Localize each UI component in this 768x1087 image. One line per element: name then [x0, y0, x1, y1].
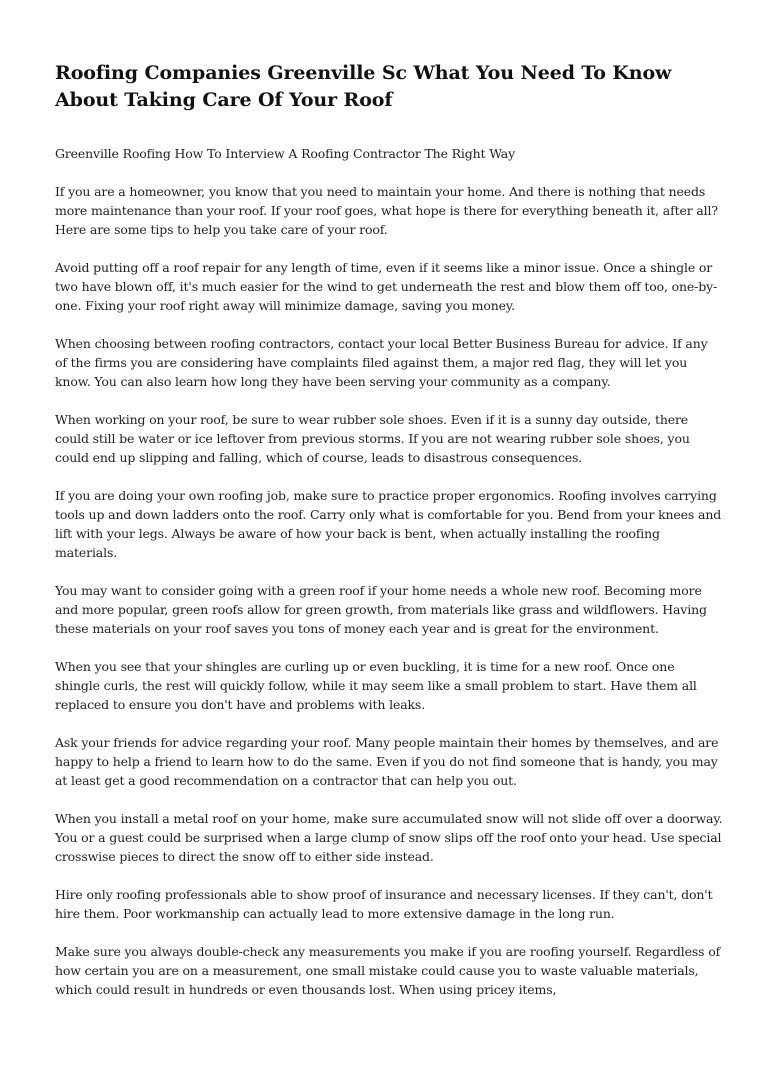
body-paragraph: Ask your friends for advice regarding your roof. Many people maintain their homes by themselves, and are happy to help a friend to learn how to do the same. Even if you do not find someone that is handy, you may at least get a good recommendation on a contractor that can help you out. — [55, 735, 719, 788]
body-paragraph: If you are doing your own roofing job, make sure to practice proper ergonomics. Roofing involves carrying tools up and down ladders onto the roof. Carry only what is comfortable for you. Bend from your knees and lift with your legs. Always be aware of how your back is bent, when actually installing the roofing materials. — [55, 488, 722, 560]
subtitle-paragraph: Greenville Roofing How To Interview A Roofing Contractor The Right Way — [55, 146, 516, 161]
body-paragraph: You may want to consider going with a green roof if your home needs a whole new roof. Becoming more and more popular, green roofs allow for green growth, from materials like grass and wildflowers. Having these materials on your roof saves you tons of money each year and is great for the environment. — [55, 583, 707, 636]
body-paragraph: Avoid putting off a roof repair for any length of time, even if it seems like a minor issue. Once a shingle or two have blown off, it's much easier for the wind to get underneath the rest and blow them off too, one-by-one. Fixing your roof right away will minimize damage, saving you money. — [55, 260, 718, 313]
body-paragraph: When you see that your shingles are curling up or even buckling, it is time for a new roof. Once one shingle curls, the rest will quickly follow, while it may seem like a small problem to start. Have them all replaced to ensure you don't have and problems with leaks. — [55, 659, 697, 712]
document-title: Roofing Companies Greenville Sc What You Need To Know About Taking Care Of Your Roof — [55, 62, 672, 111]
body-paragraph: Make sure you always double-check any measurements you make if you are roofing yourself. Regardless of how certain you are on a measurement, one small mistake could cause you to waste valuable materials, which could result in hundreds or even thousands lost. When using pricey items, — [55, 944, 721, 997]
body-paragraph: If you are a homeowner, you know that you need to maintain your home. And there is nothing that needs more maintenance than your roof. If your roof goes, what hope is there for everything beneath it, after all? Here are some tips to help you take care of your roof. — [55, 184, 718, 237]
body-paragraph: When choosing between roofing contractors, contact your local Better Business Bureau for advice. If any of the firms you are considering have complaints filed against them, a major red flag, they will let you know. You can also learn how long they have been serving your community as a company. — [55, 336, 708, 389]
document-page — [55, 60, 723, 1018]
body-paragraph: When you install a metal roof on your home, make sure accumulated snow will not slide off over a doorway. You or a guest could be surprised when a large clump of snow slips off the roof onto your head. Use special crosswise pieces to direct the snow off to either side instead. — [55, 811, 723, 864]
body-paragraph: When working on your roof, be sure to wear rubber sole shoes. Even if it is a sunny day outside, there could still be water or ice leftover from previous storms. If you are not wearing rubber sole shoes, you could end up slipping and falling, which of course, leads to disastrous consequences. — [55, 412, 690, 465]
body-paragraph: Hire only roofing professionals able to show proof of insurance and necessary licenses. If they can't, don't hire them. Poor workmanship can actually lead to more extensive damage in the long run. — [55, 887, 713, 921]
